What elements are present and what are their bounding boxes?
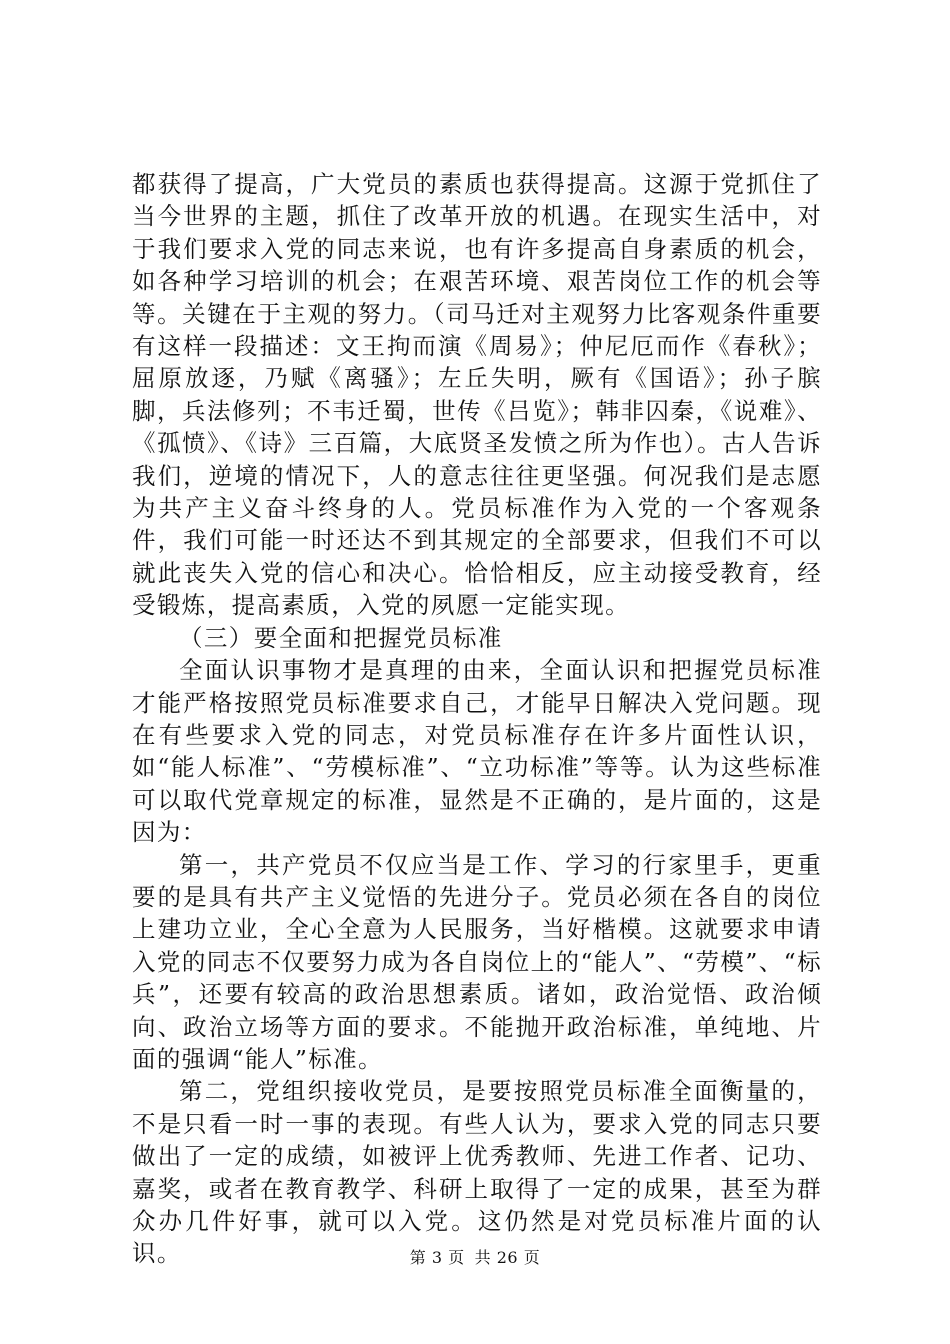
paragraph-continuation: 都获得了提高，广大党员的素质也获得提高。这源于党抓住了当今世界的主题，抓住了改革开放的机遇。在现实生活中，对于我们要求入党的同志来说，也有许多提高自身素质的机会，如各种学习培训的机会；在艰苦环境、艰苦岗位工作的机会等等。关键在于主观的努力。（司马迁对主观努力比客观条件重要有这样一段描述：文王拘而演《周易》；仲尼厄而作《春秋》；屈原放逐，乃赋《离骚》；左丘失明，厥有《国语》；孙子膑脚，兵法修列；不韦迁蜀，世传《吕览》；韩非囚秦，《说难》、《孤愤》、《诗》三百篇，大底贤圣发愤之所为作也）。古人告诉我们，逆境的情况下，人的意志往往更坚强。何况我们是志愿为共产主义奋斗终身的人。党员标准作为入党的一个客观条件，我们可能一时还达不到其规定的全部要求，但我们不可以就此丧失入党的信心和决心。恰恰相反，应主动接受教育，经受锻炼，提高素质，入党的夙愿一定能实现。 xyxy=(132,170,822,620)
paragraph-point-two: 第二，党组织接收党员，是要按照党员标准全面衡量的，不是只看一时一事的表现。有些人认为，要求入党的同志只要做出了一定的成绩，如被评上优秀教师、先进工作者、记功、嘉奖，或者在教育教学、科研上取得了一定的成果，甚至为群众办几件好事，就可以入党。这仍然是对党员标准片面的认识。 xyxy=(132,1077,822,1268)
paragraph-point-one: 第一，共产党员不仅应当是工作、学习的行家里手，更重要的是具有共产主义觉悟的先进分子。党员必须在各自的岗位上建功立业，全心全意为人民服务，当好楷模。这就要求申请入党的同志不仅要努力成为各自岗位上的“能人”、“劳模”、“标兵”，还要有较高的政治思想素质。诸如，政治觉悟、政治倾向、政治立场等方面的要求。不能抛开政治标准，单纯地、片面的强调“能人”标准。 xyxy=(132,850,822,1073)
paragraph-intro: 全面认识事物才是真理的由来，全面认识和把握党员标准才能严格按照党员标准要求自己，才能早日解决入党问题。现在有些要求入党的同志，对党员标准存在许多片面性认识，如“能人标准”、“劳模标准”、“立功标准”等等。认为这些标准可以取代党章规定的标准，显然是不正确的，是片面的，这是因为： xyxy=(132,656,822,847)
document-body xyxy=(132,168,822,1270)
page-number: 第 3 页 xyxy=(409,1248,465,1267)
total-pages: 共 26 页 xyxy=(474,1248,541,1267)
page-footer xyxy=(0,1245,950,1268)
section-heading: （三）要全面和把握党员标准 xyxy=(179,623,503,652)
